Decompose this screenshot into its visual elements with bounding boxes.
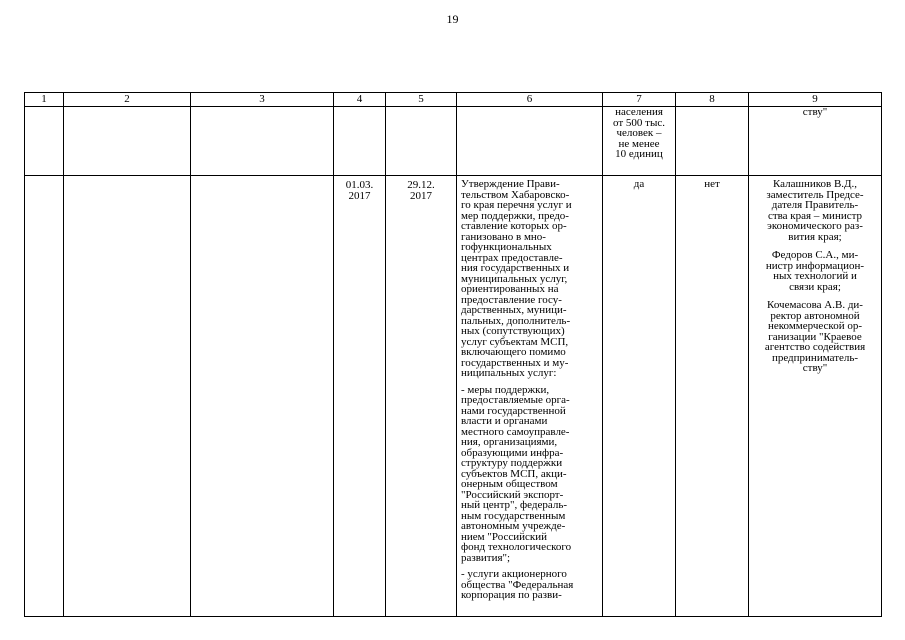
table-row: [25, 176, 882, 617]
column-header-7: 7: [603, 93, 676, 107]
description-paragraph: - услуги акционерного общества "Федеральная корпорация по разви-: [461, 568, 574, 601]
table-cell: [386, 107, 457, 176]
column-header-8: 8: [676, 93, 749, 107]
header-row: [25, 93, 882, 107]
start-date-cell: 01.03. 2017: [334, 176, 386, 617]
table-cell: [64, 176, 191, 617]
responsible-person: Калашников В.Д., заместитель Предсе- дателя Правитель- ства края – министр экономического раз- вития края;: [766, 178, 864, 243]
yes-cell: да: [603, 176, 676, 617]
description-paragraph: - меры поддержки, предоставляемые орга- нами государственной власти и органами местного самоуправле- ния, организациями, образующими инфра- структуру поддержки субъектов МСП, акци- онерным обществом "Российский экспорт- ный центр", федераль- ным государственным автономным учрежде- нием "Российский фонд технологического развития";: [461, 383, 572, 564]
table-cell: [25, 176, 64, 617]
column-header-5: 5: [386, 93, 457, 107]
description-cell: [457, 176, 603, 617]
column-header-3: 3: [191, 93, 334, 107]
end-date-cell: 29.12. 2017: [386, 176, 457, 617]
table-cell: [191, 107, 334, 176]
column-header-6: 6: [457, 93, 603, 107]
page-number: 19: [446, 12, 459, 26]
table-cell: [25, 107, 64, 176]
table-cell: [64, 107, 191, 176]
column-header-4: 4: [334, 93, 386, 107]
table-cell: [334, 107, 386, 176]
table-cell: [191, 176, 334, 617]
plan-table: [24, 92, 882, 617]
column-header-2: 2: [64, 93, 191, 107]
population-threshold-cell: населения от 500 тыс. человек – не менее 10 единиц: [603, 107, 676, 176]
responsible-persons-cell: [749, 176, 882, 617]
column-header-9: 9: [749, 93, 882, 107]
table-row: [25, 107, 882, 176]
responsible-person: Федоров С.А., ми- нистр информацион- ных технологий и связи края;: [765, 249, 865, 293]
no-cell: нет: [676, 176, 749, 617]
table-cell: [676, 107, 749, 176]
description-paragraph: Утверждение Прави- тельством Хабаровско- го края перечня услуг и мер поддержки, предо- ставление которых ор- ганизовано в мно- гофункциональных центрах предоставле- ния государственных и муниципальных услуг, ориентированных на предоставление госу- дарственных, муници- пальных, дополнитель- ных (сопутствующих) услуг субъектам МСП, включающего помимо государственных и му- ниципальных услуг:: [461, 178, 572, 379]
responsible-person: Кочемасова А.В. ди- ректор автономной некоммерческой ор- ганизации "Краевое агентство содействия предприниматель- ству": [764, 299, 866, 374]
responsible-continuation-cell: ству": [749, 107, 882, 176]
column-header-1: 1: [25, 93, 64, 107]
table-cell: [457, 107, 603, 176]
